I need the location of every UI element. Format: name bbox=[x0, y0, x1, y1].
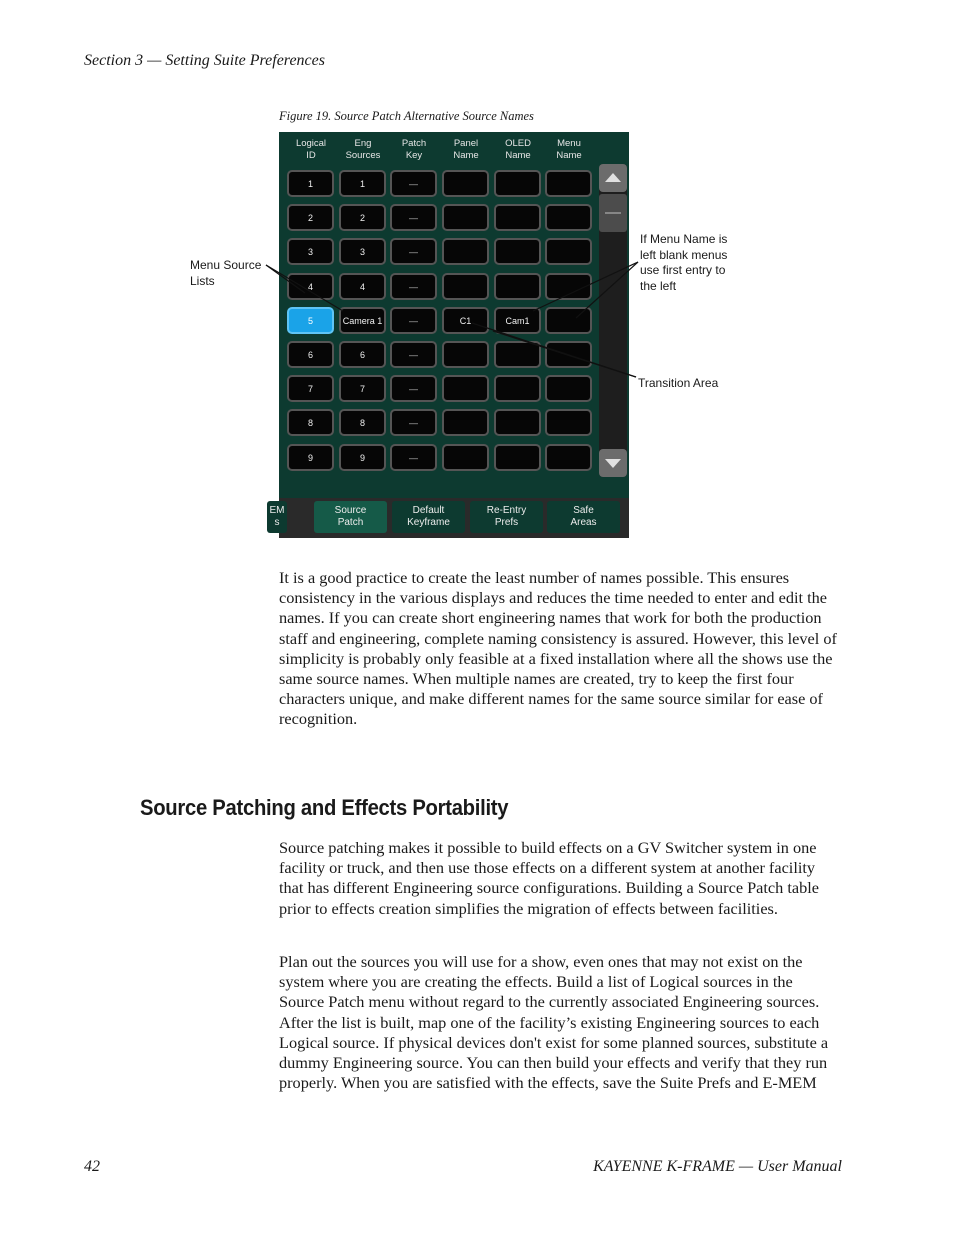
column-header-patch-key: Patch Key bbox=[401, 138, 427, 161]
cell-oled-name[interactable] bbox=[494, 375, 541, 402]
cell-logical-id[interactable]: 5 bbox=[287, 307, 334, 334]
scrollbar[interactable] bbox=[599, 164, 627, 477]
cell-eng-sources[interactable]: 4 bbox=[339, 273, 386, 300]
cell-oled-name[interactable]: Cam1 bbox=[494, 307, 541, 334]
column-header-panel-name: Panel Name bbox=[453, 138, 479, 161]
cell-eng-sources[interactable]: 7 bbox=[339, 375, 386, 402]
cell-eng-sources[interactable]: 1 bbox=[339, 170, 386, 197]
cell-patch-key[interactable]: — bbox=[390, 204, 437, 231]
cell-logical-id[interactable]: 8 bbox=[287, 409, 334, 436]
cell-panel-name[interactable] bbox=[442, 238, 489, 265]
cell-panel-name[interactable] bbox=[442, 204, 489, 231]
section-heading: Source Patching and Effects Portability bbox=[140, 795, 509, 820]
cell-eng-sources[interactable]: 6 bbox=[339, 341, 386, 368]
cell-logical-id[interactable]: 4 bbox=[287, 273, 334, 300]
cell-patch-key[interactable]: — bbox=[390, 444, 437, 471]
cell-oled-name[interactable] bbox=[494, 444, 541, 471]
paragraph-plan-sources: Plan out the sources you will use for a show, even ones that may not exist on the system where you are creating the effects. Build a list of Logical sources in the Source Patch menu without regard to the currently associated Engineering sources. After the list is built, map one of the facility’s existing Engineering sources to each Logical source. If physical devices don't exist for some planned sources, substitute a dummy Engineering source. You can then build your effects and verify that they run properly. When you are satisfied with the effects, save the Suite Prefs and E-MEM bbox=[279, 952, 829, 1093]
cell-logical-id[interactable]: 7 bbox=[287, 375, 334, 402]
cell-eng-sources[interactable]: 9 bbox=[339, 444, 386, 471]
source-patch-screenshot bbox=[269, 132, 629, 538]
cell-panel-name[interactable] bbox=[442, 409, 489, 436]
page-number: 42 bbox=[84, 1158, 100, 1175]
manual-title: KAYENNE K-FRAME — User Manual bbox=[593, 1158, 842, 1175]
cell-eng-sources[interactable]: 2 bbox=[339, 204, 386, 231]
cell-panel-name[interactable] bbox=[442, 273, 489, 300]
column-header-logical-id: Logical ID bbox=[295, 138, 327, 161]
cell-panel-name[interactable]: C1 bbox=[442, 307, 489, 334]
scroll-down-button[interactable] bbox=[599, 449, 627, 477]
cell-logical-id[interactable]: 6 bbox=[287, 341, 334, 368]
cell-oled-name[interactable] bbox=[494, 341, 541, 368]
cell-menu-name[interactable] bbox=[545, 341, 592, 368]
cell-patch-key[interactable]: — bbox=[390, 341, 437, 368]
cell-menu-name[interactable] bbox=[545, 307, 592, 334]
cell-menu-name[interactable] bbox=[545, 444, 592, 471]
running-head: Section 3 — Setting Suite Preferences bbox=[84, 52, 325, 69]
callout-transition-area: Transition Area bbox=[638, 376, 719, 390]
cell-logical-id[interactable]: 2 bbox=[287, 204, 334, 231]
scroll-thumb[interactable] bbox=[599, 194, 627, 232]
cell-menu-name[interactable] bbox=[545, 409, 592, 436]
cell-patch-key[interactable]: — bbox=[390, 375, 437, 402]
cell-eng-sources[interactable]: Camera 1 bbox=[339, 307, 386, 334]
cell-patch-key[interactable]: — bbox=[390, 170, 437, 197]
cell-menu-name[interactable] bbox=[545, 170, 592, 197]
cell-menu-name[interactable] bbox=[545, 204, 592, 231]
cell-menu-name[interactable] bbox=[545, 375, 592, 402]
cell-patch-key[interactable]: — bbox=[390, 273, 437, 300]
cell-patch-key[interactable]: — bbox=[390, 307, 437, 334]
cell-menu-name[interactable] bbox=[545, 238, 592, 265]
paragraph-naming-practice: It is a good practice to create the least number of names possible. This ensures consistency in the various displays and reduces the time needed to enter and edit the names. If you can create short engineering names that work for both the production staff and engineering, complete naming consistency is assured. However, this level of simplicity is probably only feasible at a fixed installation where all the shows use the same source names. When multiple names are created, try to keep the first four characters unique, and make different names for the same source similar for ease of recognition. bbox=[279, 568, 837, 729]
callout-blank-menus: If Menu Name is left blank menus use first entry to the left bbox=[640, 232, 728, 293]
tab-em-s[interactable]: EM s bbox=[267, 501, 287, 533]
cell-menu-name[interactable] bbox=[545, 273, 592, 300]
tab-re-entry-prefs[interactable]: Re-Entry Prefs bbox=[470, 501, 543, 533]
tab-source-patch[interactable]: Source Patch bbox=[314, 501, 387, 533]
cell-oled-name[interactable] bbox=[494, 273, 541, 300]
cell-eng-sources[interactable]: 8 bbox=[339, 409, 386, 436]
tab-safe-areas[interactable]: Safe Areas bbox=[547, 501, 620, 533]
arrow-down-icon bbox=[599, 449, 627, 477]
column-header-eng-sources: Eng Sources bbox=[345, 138, 381, 161]
callout-menu-source-lists: Menu Source Lists bbox=[190, 258, 262, 288]
paragraph-source-patching: Source patching makes it possible to build effects on a GV Switcher system in one facility or truck, and then use those effects on a different system at another facility that has different Engineering source configurations. Building a Source Patch table prior to effects creation simplifies the migration of effects between facilities. bbox=[279, 838, 819, 918]
figure-caption: Figure 19. Source Patch Alternative Source Names bbox=[279, 109, 534, 123]
cell-logical-id[interactable]: 3 bbox=[287, 238, 334, 265]
cell-oled-name[interactable] bbox=[494, 238, 541, 265]
cell-oled-name[interactable] bbox=[494, 170, 541, 197]
cell-oled-name[interactable] bbox=[494, 409, 541, 436]
cell-eng-sources[interactable]: 3 bbox=[339, 238, 386, 265]
cell-logical-id[interactable]: 9 bbox=[287, 444, 334, 471]
cell-panel-name[interactable] bbox=[442, 341, 489, 368]
cell-panel-name[interactable] bbox=[442, 444, 489, 471]
cell-oled-name[interactable] bbox=[494, 204, 541, 231]
column-header-menu-name: Menu Name bbox=[556, 138, 582, 161]
cell-panel-name[interactable] bbox=[442, 170, 489, 197]
cell-panel-name[interactable] bbox=[442, 375, 489, 402]
scroll-up-button[interactable] bbox=[599, 164, 627, 192]
cell-patch-key[interactable]: — bbox=[390, 238, 437, 265]
arrow-up-icon bbox=[599, 164, 627, 192]
cell-patch-key[interactable]: — bbox=[390, 409, 437, 436]
tab-default-keyframe[interactable]: Default Keyframe bbox=[392, 501, 465, 533]
cell-logical-id[interactable]: 1 bbox=[287, 170, 334, 197]
column-header-oled-name: OLED Name bbox=[505, 138, 531, 161]
grip-icon bbox=[599, 194, 627, 232]
